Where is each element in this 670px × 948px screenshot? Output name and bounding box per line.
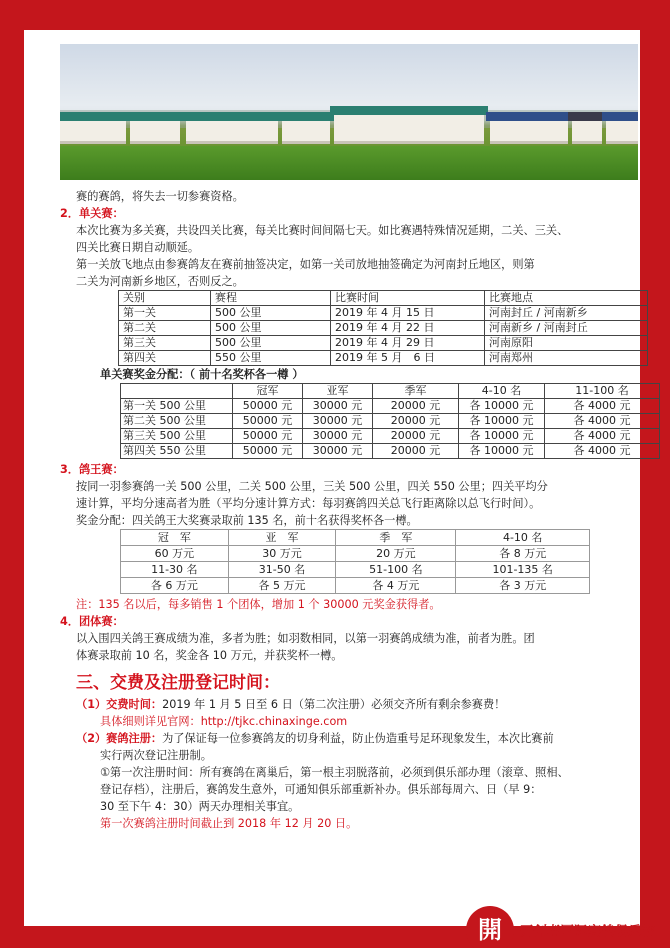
club-name: 开创者国际赛鸽俱乐部 [520, 924, 655, 940]
table-cell: 30 万元 [228, 546, 336, 562]
table-cell: 各 10000 元 [459, 444, 545, 459]
table-cell: 500 公里 [211, 306, 331, 321]
table-cell: 4-10 名 [456, 530, 590, 546]
registration-text: 实行两次登记注册制。 [100, 749, 212, 762]
table-cell: 50000 元 [233, 399, 303, 414]
table-cell: 第二关 500 公里 [121, 414, 233, 429]
table-cell: 各 3 万元 [456, 578, 590, 594]
first-registration-para: 30 至下午 4：30）两天办理相关事宜。 [100, 800, 300, 813]
section-3-para: 速计算，平均分速高者为胜（平均分速计算方式：每羽赛鸽四关总飞行距离除以总飞行时间）。 [76, 497, 541, 510]
table-header-cell: 4-10 名 [459, 384, 545, 399]
table-cell: 20 万元 [336, 546, 456, 562]
table-row [121, 530, 590, 546]
table-row [119, 351, 648, 366]
table-row [121, 384, 660, 399]
table-cell: 2019 年 4 月 29 日 [331, 336, 485, 351]
table-row [119, 306, 648, 321]
section-2-heading: 2．单关赛： [60, 207, 124, 220]
table-cell: 20000 元 [373, 429, 459, 444]
table-cell: 第四关 550 公里 [121, 444, 233, 459]
table-cell: 20000 元 [373, 414, 459, 429]
table-cell: 51-100 名 [336, 562, 456, 578]
table-row [121, 429, 660, 444]
table-cell: 50000 元 [233, 444, 303, 459]
table-row [119, 336, 648, 351]
table-cell: 第三关 [119, 336, 211, 351]
table-cell: 河南郑州 [485, 351, 648, 366]
section-3-para: 奖金分配：四关鸽王大奖赛录取前 135 名，前十名获得奖杯各一樽。 [76, 514, 418, 527]
registration-text: 为了保证每一位参赛鸽友的切身利益，防止伪造重号足环现象发生，本次比赛前 [162, 732, 554, 745]
table-cell: 第三关 500 公里 [121, 429, 233, 444]
section-4-para: 以入围四关鸽王赛成绩为准，多者为胜；如羽数相同，以第一羽赛鸽成绩为准，前者为胜。团 [76, 632, 535, 645]
table-cell: 各 10000 元 [459, 399, 545, 414]
table-cell: 11-30 名 [121, 562, 229, 578]
table-cell: 河南封丘 / 河南新乡 [485, 306, 648, 321]
table-cell: 各 4000 元 [545, 414, 660, 429]
table-cell: 第二关 [119, 321, 211, 336]
table-cell: 冠 军 [121, 530, 229, 546]
loft-photo-banner [60, 44, 638, 180]
part-3-heading: 三、交费及注册登记时间： [76, 673, 280, 693]
official-site-link[interactable]: 具体细则详见官网：http://tjkc.chinaxinge.com [100, 715, 348, 728]
table-cell: 30000 元 [303, 414, 373, 429]
table-cell: 500 公里 [211, 336, 331, 351]
section-2-para: 四关比赛日期自动顺延。 [76, 241, 200, 254]
table-header-cell: 比赛时间 [331, 291, 485, 306]
table-cell: 各 8 万元 [456, 546, 590, 562]
table-cell: 101-135 名 [456, 562, 590, 578]
section-2-para: 第一关放飞地点由参赛鸽友在赛前抽签决定，如第一关司放地抽签确定为河南封丘地区，则第 [76, 258, 535, 271]
table-cell: 亚 军 [228, 530, 336, 546]
table-header-cell: 11-100 名 [545, 384, 660, 399]
section-2-para: 二关为河南新乡地区，否则反之。 [76, 275, 244, 288]
table-cell: 各 10000 元 [459, 429, 545, 444]
prize-table-title: 单关赛奖金分配：（ 前十名奖杯各一樽 ） [100, 368, 304, 381]
payment-time-label: （1）交费时间： [76, 698, 163, 711]
brochure-page [32, 38, 655, 944]
table-cell: 河南原阳 [485, 336, 648, 351]
table-row [121, 444, 660, 459]
table-row [119, 291, 648, 306]
section-4-heading: 4．团体赛： [60, 615, 124, 628]
table-header-cell: 季军 [373, 384, 459, 399]
table-header-cell: 比赛地点 [485, 291, 648, 306]
table-header-cell: 亚军 [303, 384, 373, 399]
table-row [121, 546, 590, 562]
section-3-para: 按同一羽参赛鸽一关 500 公里，二关 500 公里，三关 500 公里，四关 550 公里；四关平均分 [76, 480, 548, 493]
registration-deadline: 第一次赛鸽注册时间截止到 2018 年 12 月 20 日。 [100, 817, 358, 830]
table-row [119, 321, 648, 336]
table-row [121, 562, 590, 578]
table-cell: 50000 元 [233, 414, 303, 429]
table-row [121, 399, 660, 414]
table-cell: 各 4000 元 [545, 399, 660, 414]
schedule-table [118, 290, 648, 366]
table-cell: 30000 元 [303, 429, 373, 444]
table-cell: 50000 元 [233, 429, 303, 444]
table-cell: 各 10000 元 [459, 414, 545, 429]
table-cell: 30000 元 [303, 444, 373, 459]
table-header-cell: 冠军 [233, 384, 303, 399]
table-cell: 各 4000 元 [545, 444, 660, 459]
table-row [121, 414, 660, 429]
table-cell: 第一关 500 公里 [121, 399, 233, 414]
section-2-para: 本次比赛为多关赛，共设四关比赛，每关比赛时间间隔七天。如比赛遇特殊情况延期，二关、三关、 [76, 224, 569, 237]
table-header-cell: 关别 [119, 291, 211, 306]
table-cell: 各 6 万元 [121, 578, 229, 594]
payment-time-text: 2019 年 1 月 5 日至 6 日（第二次注册）必须交齐所有剩余参赛费！ [162, 698, 506, 711]
first-registration-para: 登记存档），注册后，赛鸽发生意外，可通知俱乐部重新补办。俱乐部每周六、日（早 9： [100, 783, 542, 796]
table-cell: 第四关 [119, 351, 211, 366]
table-cell: 第一关 [119, 306, 211, 321]
table-cell: 河南新乡 / 河南封丘 [485, 321, 648, 336]
table-row [121, 578, 590, 594]
intro-line: 赛的赛鸽，将失去一切参赛资格。 [76, 190, 244, 203]
table-cell: 各 4000 元 [545, 429, 660, 444]
table-cell: 60 万元 [121, 546, 229, 562]
table-cell: 2019 年 4 月 15 日 [331, 306, 485, 321]
section-4-para: 体赛录取前 10 名，奖金各 10 万元，并获奖杯一樽。 [76, 649, 343, 662]
table-cell: 2019 年 4 月 22 日 [331, 321, 485, 336]
registration-label: （2）赛鸽注册： [76, 732, 163, 745]
table-cell: 31-50 名 [228, 562, 336, 578]
table-cell: 30000 元 [303, 399, 373, 414]
single-stage-prize-table [120, 383, 660, 459]
table-header-cell [121, 384, 233, 399]
section-3-note: 注：135 名以后，每多销售 1 个团体，增加 1 个 30000 元奖金获得者。 [76, 598, 441, 611]
main-content [60, 188, 640, 832]
club-logo-mark: 開 [466, 906, 514, 948]
table-cell: 各 4 万元 [336, 578, 456, 594]
table-header-cell: 赛程 [211, 291, 331, 306]
table-cell: 20000 元 [373, 444, 459, 459]
table-cell: 各 5 万元 [228, 578, 336, 594]
table-cell: 20000 元 [373, 399, 459, 414]
table-cell: 季 军 [336, 530, 456, 546]
table-cell: 2019 年 5 月 6 日 [331, 351, 485, 366]
pigeon-king-prize-grid [120, 529, 590, 594]
section-3-heading: 3．鸽王赛： [60, 463, 124, 476]
table-cell: 500 公里 [211, 321, 331, 336]
first-registration-para: ①第一次注册时间：所有赛鸽在离巢后，第一根主羽脱落前，必须到俱乐部办理（滚章、照相、 [100, 766, 569, 779]
table-cell: 550 公里 [211, 351, 331, 366]
